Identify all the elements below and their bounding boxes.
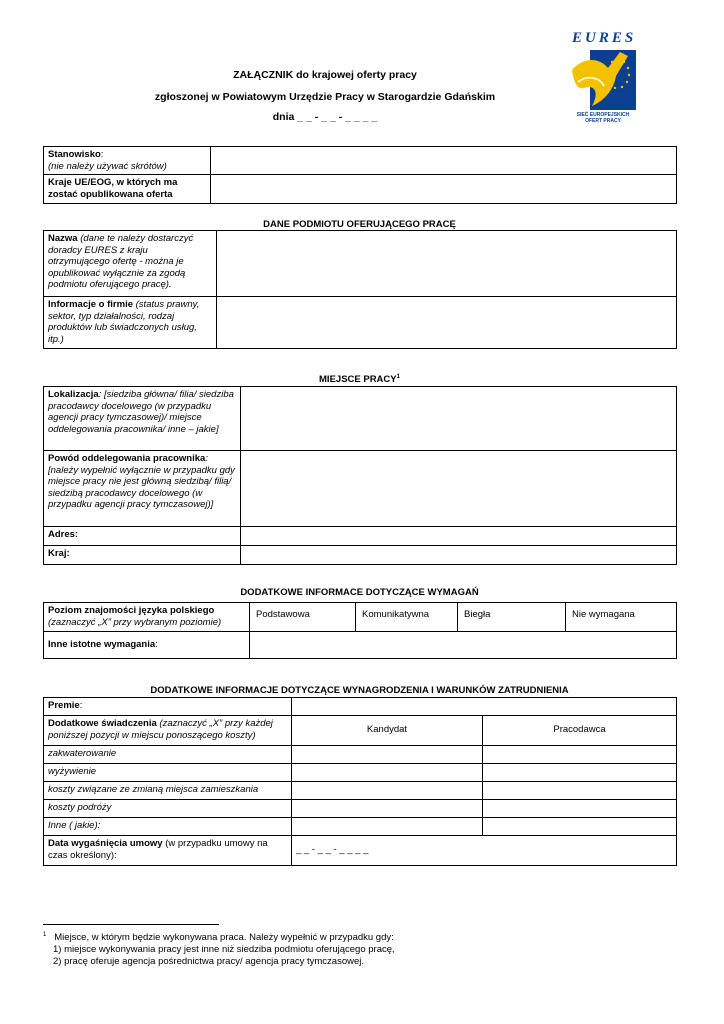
salary-table <box>43 697 677 866</box>
country-field[interactable] <box>241 546 677 565</box>
document-subtitle: zgłoszonej w Powiatowym Urzędzie Pracy w Starogardzie Gdańskim <box>154 91 496 103</box>
level-not-required-option[interactable]: Nie wymagana <box>566 603 677 632</box>
requirements-table <box>43 602 677 659</box>
address-label: Adres: <box>44 527 241 546</box>
other-requirements-field[interactable] <box>250 632 677 659</box>
footnote-item-1: 1) miejsce wykonywania pracy jest inne niż siedziba podmiotu oferującego pracę, <box>53 944 395 956</box>
eures-logo-subtitle-2: OFERT PRACY <box>585 118 621 124</box>
location-label: Lokalizacja: [siedziba główna/ filia/ siedziba pracodawcy docelowego (w przypadku agencji pracy tymczasowej)/ miejsce oddelegowania pracownika/ inne – jakie] <box>44 387 241 451</box>
bonus-field[interactable] <box>292 698 677 716</box>
country-label: Kraj: <box>44 546 241 565</box>
position-label: Stanowisko: (nie należy używać skrótów) <box>44 147 211 175</box>
benefit-travel-candidate-cell[interactable] <box>292 800 483 818</box>
footnote-separator <box>43 924 219 925</box>
position-field[interactable] <box>211 147 677 175</box>
polish-level-label: Poziom znajomości języka polskiego (zaznaczyć „X” przy wybranym poziomie) <box>44 603 250 632</box>
eures-logo-text: EURES <box>572 30 637 46</box>
employer-section-heading: DANE PODMIOTU OFERUJĄCEGO PRACĘ <box>263 219 456 230</box>
salary-section-heading: DODATKOWE INFORMACJE DOTYCZĄCE WYNAGRODZENIA I WARUNKÓW ZATRUDNIENIA <box>150 685 569 696</box>
company-info-label: Informacje o firmie (status prawny, sektor, typ działalności, rodzaj produktów lub świadczonych usług, itp.) <box>44 297 217 349</box>
level-communicative-option[interactable]: Komunikatywna <box>356 603 458 632</box>
level-fluent-option[interactable]: Biegła <box>458 603 566 632</box>
benefit-other-label: Inne ( jakie): <box>44 818 292 836</box>
candidate-column-header: Kandydat <box>292 716 483 746</box>
benefit-accommodation-candidate-cell[interactable] <box>292 746 483 764</box>
benefit-relocation-candidate-cell[interactable] <box>292 782 483 800</box>
document-date-line: dnia _ _ - _ _ - _ _ _ _ <box>272 111 378 123</box>
benefit-accommodation-label: zakwaterowanie <box>44 746 292 764</box>
benefit-travel-label: koszty podróży <box>44 800 292 818</box>
footnote-item-2: 2) pracę oferuje agencja pośrednictwa pracy/ agencja pracy tymczasowej. <box>53 956 365 968</box>
secondment-reason-field[interactable] <box>241 451 677 527</box>
position-table <box>43 146 677 204</box>
benefit-relocation-label: koszty związane ze zmianą miejsca zamieszkania <box>44 782 292 800</box>
benefit-row <box>44 782 677 800</box>
requirements-section-heading: DODATKOWE INFORMACE DOTYCZĄCE WYMAGAŃ <box>240 587 479 598</box>
contract-expiry-field[interactable]: _ _ - _ _ - _ _ _ _ <box>292 836 677 866</box>
employer-column-header: Pracodawca <box>483 716 677 746</box>
eures-emblem-icon <box>570 48 636 110</box>
footnote <box>43 929 683 968</box>
benefit-row <box>44 818 677 836</box>
contract-expiry-label: Data wygaśnięcia umowy (w przypadku umowy na czas określony): <box>44 836 292 866</box>
benefit-meals-employer-cell[interactable] <box>483 764 677 782</box>
secondment-reason-label: Powód oddelegowania pracownika: [należy wypełnić wyłącznie w przypadku gdy miejsce pracy nie jest główną siedzibą/ filią/ siedzibą pracodawcy docelowego (w przypadku agencji pracy tymczasowej)] <box>44 451 241 527</box>
benefit-other-candidate-cell[interactable] <box>292 818 483 836</box>
address-field[interactable] <box>241 527 677 546</box>
other-requirements-label: Inne istotne wymagania: <box>44 632 250 659</box>
benefit-row <box>44 764 677 782</box>
level-basic-option[interactable]: Podstawowa <box>250 603 356 632</box>
employer-table <box>43 230 677 349</box>
countries-field[interactable] <box>211 175 677 204</box>
benefit-row <box>44 746 677 764</box>
footnote-ref: 1 <box>396 374 400 380</box>
eures-logo-subtitle-1: SIEĆ EUROPEJSKICH <box>576 112 630 118</box>
countries-label: Kraje UE/EOG, w których ma zostać opublikowana oferta <box>44 175 211 204</box>
benefit-travel-employer-cell[interactable] <box>483 800 677 818</box>
bonus-label: Premie: <box>44 698 292 716</box>
extra-benefits-label: Dodatkowe świadczenia (zaznaczyć „X” przy każdej poniższej pozycji w miejscu ponoszącego koszty) <box>44 716 292 746</box>
company-info-field[interactable] <box>217 297 677 349</box>
benefit-meals-label: wyżywienie <box>44 764 292 782</box>
benefit-other-employer-cell[interactable] <box>483 818 677 836</box>
employer-name-label: Nazwa (dane te należy dostarczyć doradcy EURES z kraju otrzymującego ofertę - można je opublikować wyłącznie za zgodą podmiotu oferującego pracę). <box>44 231 217 297</box>
employer-name-field[interactable] <box>217 231 677 297</box>
document-title: ZAŁĄCZNIK do krajowej oferty pracy <box>233 69 417 81</box>
place-table <box>43 386 677 565</box>
benefit-accommodation-employer-cell[interactable] <box>483 746 677 764</box>
location-field[interactable] <box>241 387 677 451</box>
benefit-relocation-employer-cell[interactable] <box>483 782 677 800</box>
benefit-row <box>44 800 677 818</box>
footnote-text: $^1$ Miejsce, w którym będzie wykonywana praca. Należy wypełnić w przypadku gdy: <box>43 932 394 944</box>
benefit-meals-candidate-cell[interactable] <box>292 764 483 782</box>
place-section-heading: MIEJSCE PRACY$^1$ <box>319 374 400 386</box>
eures-logo <box>566 30 640 130</box>
